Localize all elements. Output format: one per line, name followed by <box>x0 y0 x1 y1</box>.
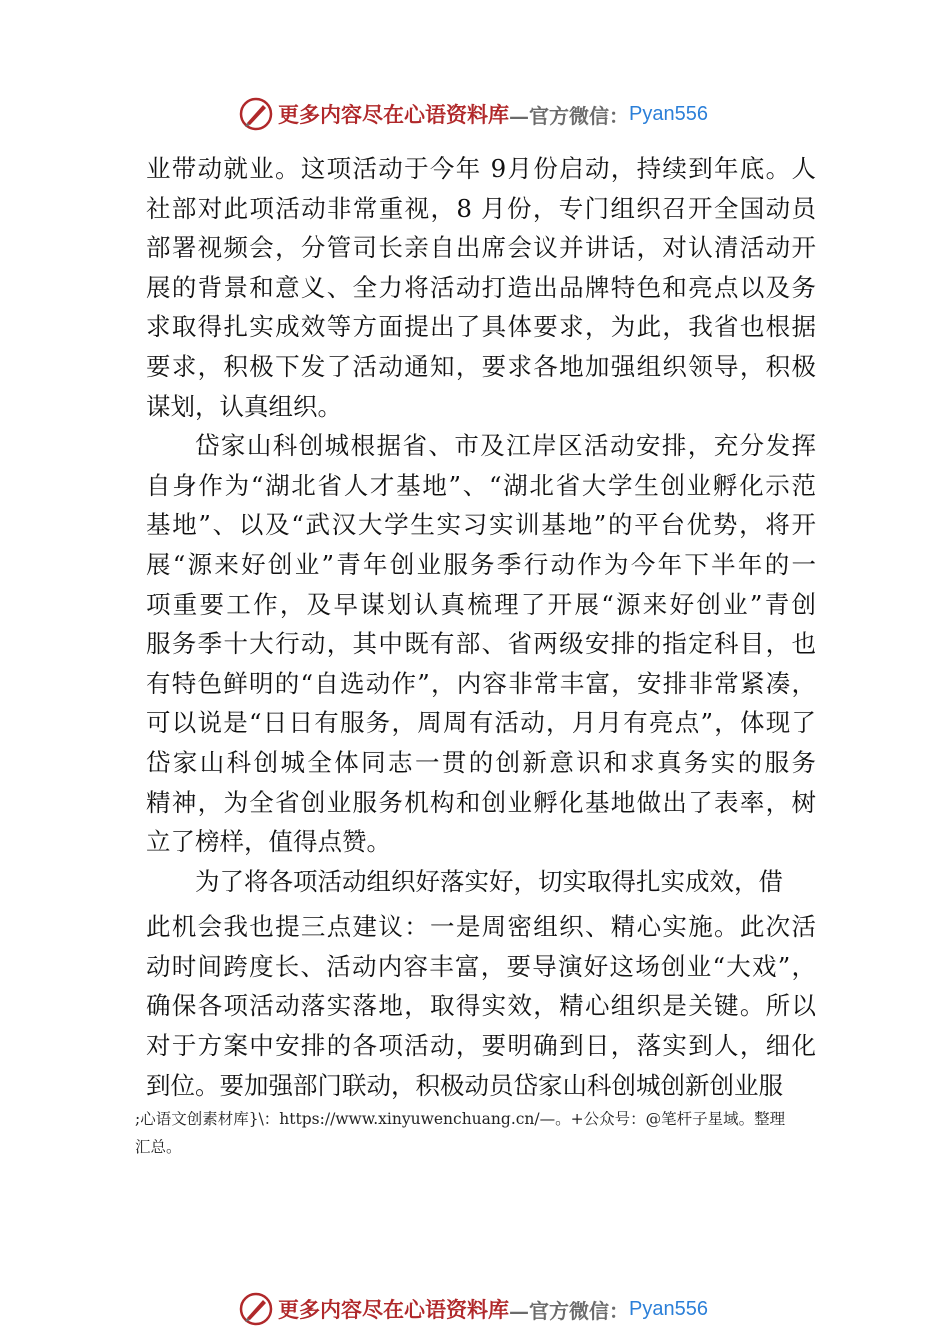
header-banner <box>238 94 708 134</box>
pen-logo-icon <box>238 1291 274 1327</box>
body-line: 基地”、以及“武汉大学生实习实训基地”的平台优势，将开 <box>146 510 816 540</box>
body-line: 精神，为全省创业服务机构和创业孵化基地做出了表率，树 <box>146 787 816 817</box>
paragraph-start: 为了将各项活动组织好落实好，切实取得扎实成效，借 <box>195 866 783 896</box>
body-text <box>146 149 816 1105</box>
source-footnote <box>135 1105 845 1161</box>
body-line: 有特色鲜明的“自选动作”，内容非常丰富，安排非常紧凑， <box>146 668 816 698</box>
body-line: 确保各项活动落实落地，取得实效，精心组织是关键。所以 <box>146 991 816 1021</box>
body-line: 岱家山科创城全体同志一贯的创新意识和求真务实的服务 <box>146 747 816 777</box>
banner-wechat-label: —官方微信： <box>509 103 629 128</box>
body-line: 谋划，认真组织。 <box>146 391 342 421</box>
body-line: 社部对此项活动非常重视，8 月份，专门组织召开全国动员 <box>146 193 816 223</box>
footer-banner <box>238 1289 708 1329</box>
body-line: 部署视频会，分管司长亲自出席会议并讲话，对认清活动开 <box>146 233 816 263</box>
body-line: 服务季十大行动，其中既有部、省两级安排的指定科目，也 <box>146 629 816 659</box>
banner-title: 更多内容尽在心语资料库 <box>278 102 509 127</box>
body-line: 业带动就业。这项活动于今年 9月份启动，持续到年底。人 <box>146 154 816 183</box>
body-line: 对于方案中安排的各项活动，要明确到日，落实到人，细化 <box>146 1031 816 1061</box>
banner-title: 更多内容尽在心语资料库 <box>278 1297 509 1322</box>
footnote-line: ;心语文创素材库}\：https://www.xinyuwenchuang.cn/—。+公众号：@笔杆子星域。整理 <box>135 1110 786 1128</box>
body-line: 展“源来好创业”青年创业服务季行动作为今年下半年的一 <box>146 549 816 579</box>
body-line: 到位。要加强部门联动，积极动员岱家山科创城创新创业服 <box>146 1070 783 1100</box>
body-line: 要求，积极下发了活动通知，要求各地加强组织领导，积极 <box>146 351 816 381</box>
body-line: 求取得扎实成效等方面提出了具体要求，为此，我省也根据 <box>146 312 816 342</box>
body-line: 立了榜样，值得点赞。 <box>146 827 391 857</box>
banner-wechat-id: Pyan556 <box>629 102 708 125</box>
pen-logo-icon <box>238 96 274 132</box>
banner-wechat-id: Pyan556 <box>629 1297 708 1320</box>
banner-wechat-label: —官方微信： <box>509 1298 629 1323</box>
body-line: 展的背景和意义、全力将活动打造出品牌特色和亮点以及务 <box>146 272 816 302</box>
body-line: 可以说是“日日有服务，周周有活动，月月有亮点”，体现了 <box>146 708 816 738</box>
footnote-line: 汇总。 <box>135 1138 182 1156</box>
body-line: 此机会我也提三点建议：一是周密组织、精心实施。此次活 <box>146 912 816 942</box>
body-line: 动时间跨度长、活动内容丰富，要导演好这场创业“大戏”， <box>146 951 816 981</box>
body-line: 自身作为“湖北省人才基地”、“湖北省大学生创业孵化示范 <box>146 470 816 500</box>
paragraph-start: 岱家山科创城根据省、市及江岸区活动安排，充分发挥 <box>195 431 816 461</box>
body-line: 项重要工作，及早谋划认真梳理了开展“源来好创业”青创 <box>146 589 816 619</box>
